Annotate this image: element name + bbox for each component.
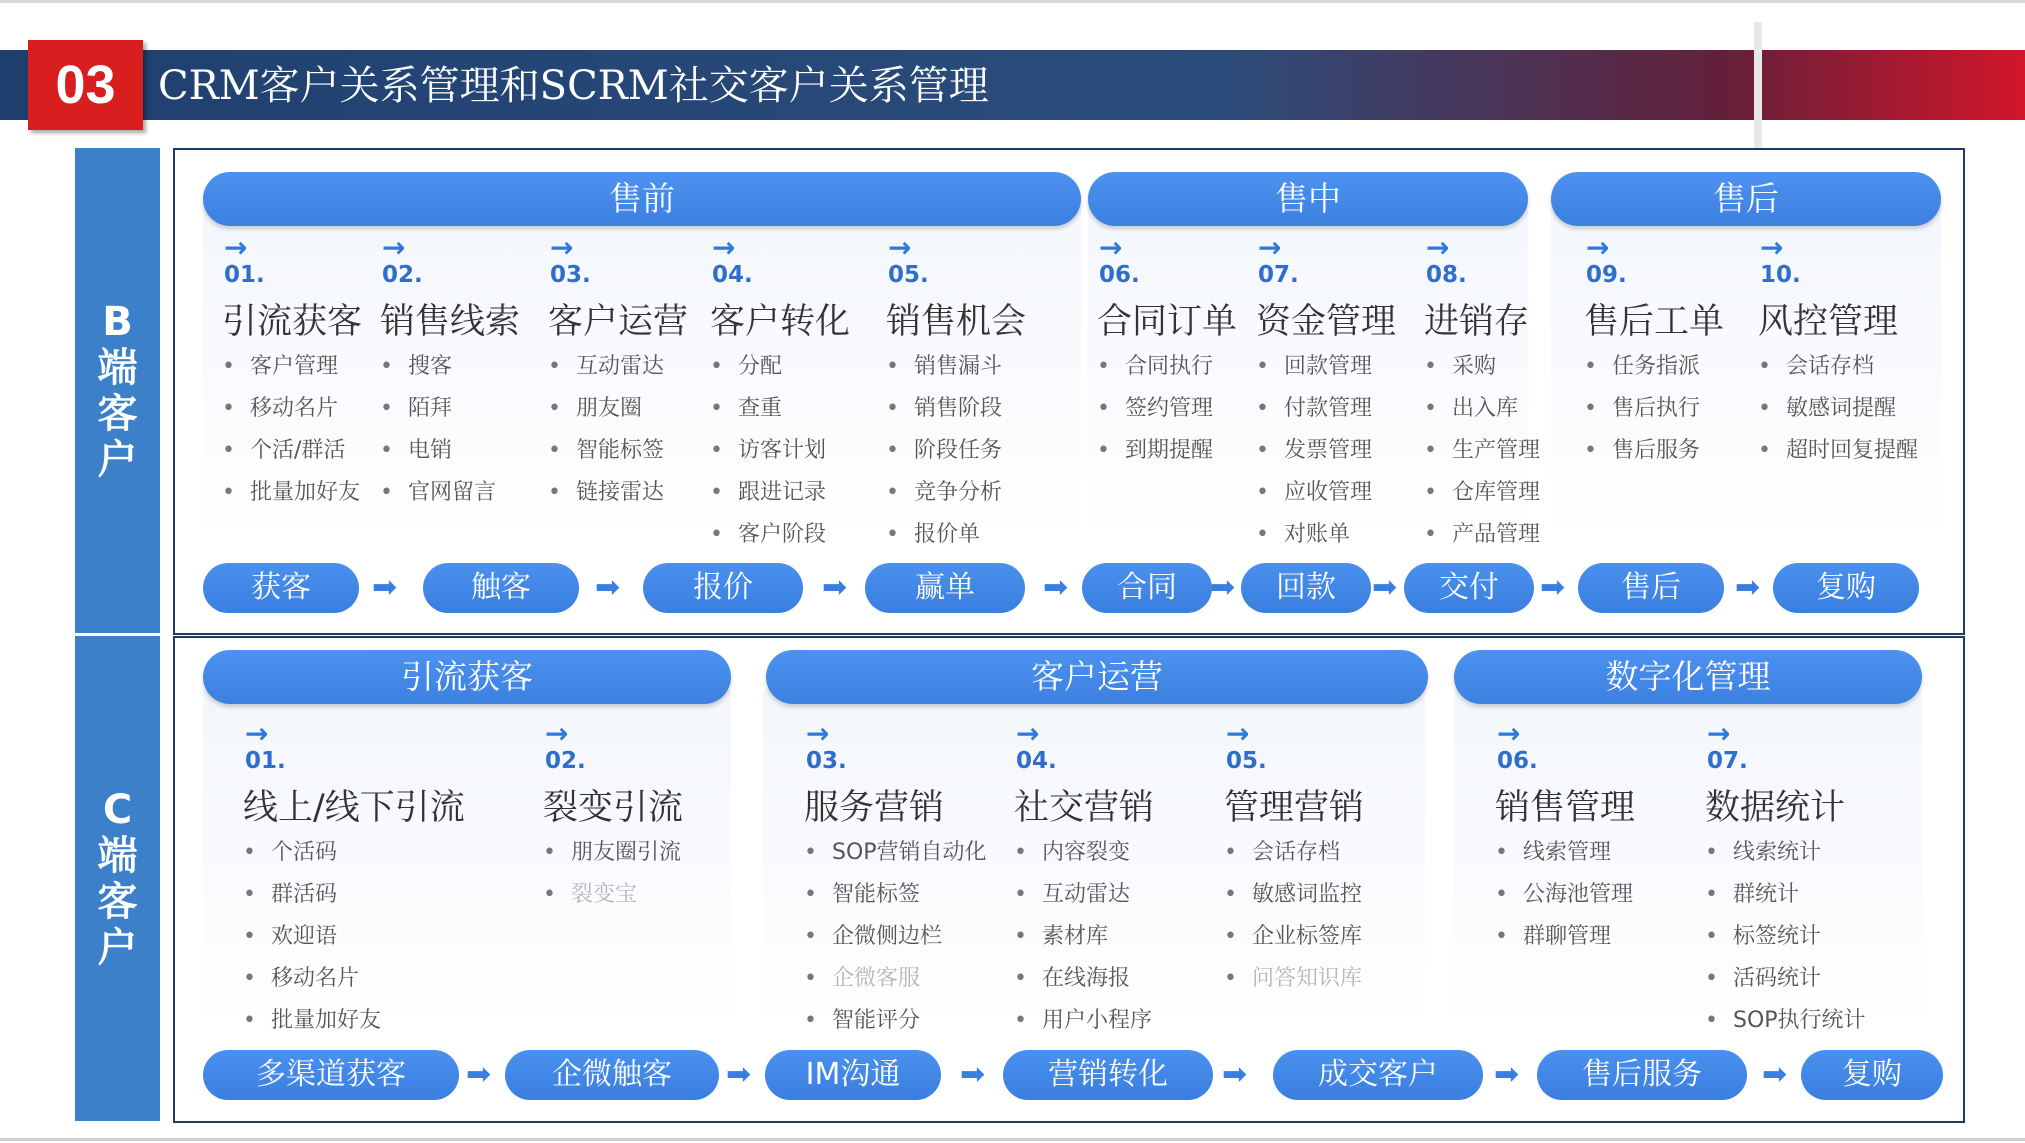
col-number: 09. (1586, 262, 1627, 288)
col-title: 进销存 (1424, 302, 1530, 342)
col-item-list (1495, 832, 1633, 958)
flow-arrow-icon: ➡ (822, 570, 848, 605)
col-item: • 内容裂变 (1014, 832, 1152, 874)
col-item: • 对账单 (1256, 514, 1372, 556)
arrow-right-icon: → (712, 231, 736, 264)
flow-arrow-icon: ➡ (1210, 570, 1236, 605)
c-flow-step: 成交客户 (1273, 1050, 1483, 1100)
col-item-list (1256, 346, 1372, 556)
col-title: 线上/线下引流 (243, 788, 465, 828)
phase-sale: 售中 (1088, 172, 1528, 226)
col-number: 08. (1426, 262, 1467, 288)
col-item: • 客户阶段 (710, 514, 826, 556)
col-item: • 链接雷达 (548, 472, 664, 514)
col-item-list (548, 346, 664, 514)
col-item: • 发票管理 (1256, 430, 1372, 472)
col-item: • 群统计 (1705, 874, 1866, 916)
c-flow-step: 售后服务 (1537, 1050, 1747, 1100)
col-item-list (804, 832, 987, 1042)
arrow-right-icon: → (382, 231, 406, 264)
col-item-list (222, 346, 360, 514)
col-item-list (710, 346, 826, 556)
col-number: 05. (1226, 748, 1267, 774)
col-item-list (1705, 832, 1866, 1042)
col-item: • 群聊管理 (1495, 916, 1633, 958)
col-title: 引流获客 (222, 302, 363, 342)
col-item: • 企微客服 (804, 958, 987, 1000)
c-flow-step: 营销转化 (1003, 1050, 1213, 1100)
arrow-right-icon: → (1586, 231, 1610, 264)
b-flow-step: 报价 (643, 563, 803, 613)
col-item: • 陌拜 (380, 388, 496, 430)
col-item: • 线索统计 (1705, 832, 1866, 874)
col-number: 03. (550, 262, 591, 288)
col-item: • 朋友圈引流 (543, 832, 681, 874)
arrow-right-icon: → (550, 231, 574, 264)
col-title: 数据统计 (1705, 788, 1846, 828)
col-item: • 售后执行 (1584, 388, 1700, 430)
b-flow-step: 合同 (1082, 563, 1212, 613)
phase-acquire: 引流获客 (203, 650, 731, 704)
arrow-right-icon: → (1760, 231, 1784, 264)
col-item: • 用户小程序 (1014, 1000, 1152, 1042)
c-side-char: 户 (97, 924, 138, 971)
col-title: 服务营销 (804, 788, 945, 828)
col-item: • 移动名片 (243, 958, 381, 1000)
col-item: • 敏感词提醒 (1758, 388, 1918, 430)
arrow-right-icon: → (1226, 717, 1250, 750)
col-item: • 裂变宝 (543, 874, 681, 916)
col-item: • 互动雷达 (1014, 874, 1152, 916)
b-flow-step: 赢单 (865, 563, 1025, 613)
c-side-label (75, 636, 160, 1121)
b-flow-step: 回款 (1241, 563, 1371, 613)
col-number: 01. (245, 748, 286, 774)
flow-arrow-icon: ➡ (1762, 1057, 1788, 1092)
col-item: • 批量加好友 (243, 1000, 381, 1042)
col-item: • 竞争分析 (886, 472, 1002, 514)
col-item: • SOP执行统计 (1705, 1000, 1866, 1042)
col-item: • 产品管理 (1424, 514, 1540, 556)
col-item: • 采购 (1424, 346, 1540, 388)
col-title: 售后工单 (1584, 302, 1725, 342)
col-item: • 敏感词监控 (1224, 874, 1362, 916)
flow-arrow-icon: ➡ (466, 1057, 492, 1092)
col-item-list (886, 346, 1002, 556)
col-item: • 售后服务 (1584, 430, 1700, 472)
col-title: 客户运营 (548, 302, 689, 342)
col-title: 社交营销 (1014, 788, 1155, 828)
col-item-list (543, 832, 681, 916)
c-flow-step: IM沟通 (765, 1050, 941, 1100)
col-title: 销售机会 (886, 302, 1027, 342)
flow-arrow-icon: ➡ (1372, 570, 1398, 605)
col-number: 02. (545, 748, 586, 774)
col-item: • 阶段任务 (886, 430, 1002, 472)
flow-arrow-icon: ➡ (1540, 570, 1566, 605)
col-item: • 访客计划 (710, 430, 826, 472)
col-item: • 查重 (710, 388, 826, 430)
col-item: • 客户管理 (222, 346, 360, 388)
col-item: • 个活/群活 (222, 430, 360, 472)
flow-arrow-icon: ➡ (1222, 1057, 1248, 1092)
col-item: • 销售漏斗 (886, 346, 1002, 388)
col-item: • 在线海报 (1014, 958, 1152, 1000)
col-title: 客户转化 (710, 302, 851, 342)
arrow-right-icon: → (1426, 231, 1450, 264)
b-side-char: 端 (97, 344, 138, 391)
col-item: • 朋友圈 (548, 388, 664, 430)
col-number: 02. (382, 262, 423, 288)
col-item: • 分配 (710, 346, 826, 388)
col-item: • 合同执行 (1097, 346, 1213, 388)
col-item: • 到期提醒 (1097, 430, 1213, 472)
c-side-char: 端 (97, 832, 138, 879)
col-item: • 批量加好友 (222, 472, 360, 514)
col-item: • 付款管理 (1256, 388, 1372, 430)
col-item: • 报价单 (886, 514, 1002, 556)
c-side-char: 客 (97, 878, 138, 925)
col-item-list (1014, 832, 1152, 1042)
col-title: 裂变引流 (543, 788, 684, 828)
b-flow-step: 售后 (1578, 563, 1724, 613)
section-number-badge: 03 (28, 40, 143, 130)
col-item: • 活码统计 (1705, 958, 1866, 1000)
arrow-right-icon: → (1497, 717, 1521, 750)
c-side-char: C (102, 786, 133, 833)
arrow-right-icon: → (1707, 717, 1731, 750)
top-rule (0, 0, 2025, 3)
col-number: 01. (224, 262, 265, 288)
col-item: • 问答知识库 (1224, 958, 1362, 1000)
col-item: • 签约管理 (1097, 388, 1213, 430)
col-item: • 素材库 (1014, 916, 1152, 958)
col-number: 04. (712, 262, 753, 288)
flow-arrow-icon: ➡ (595, 570, 621, 605)
col-title: 风控管理 (1758, 302, 1899, 342)
arrow-right-icon: → (1258, 231, 1282, 264)
col-item: • 互动雷达 (548, 346, 664, 388)
col-item: • 智能评分 (804, 1000, 987, 1042)
col-title: 合同订单 (1097, 302, 1238, 342)
col-item: • 智能标签 (548, 430, 664, 472)
arrow-right-icon: → (245, 717, 269, 750)
col-item: • 欢迎语 (243, 916, 381, 958)
col-item: • 电销 (380, 430, 496, 472)
col-item-list (1758, 346, 1918, 472)
arrow-right-icon: → (806, 717, 830, 750)
col-title: 资金管理 (1256, 302, 1397, 342)
bottom-rule (0, 1138, 2025, 1141)
flow-arrow-icon: ➡ (1043, 570, 1069, 605)
col-item: • 个活码 (243, 832, 381, 874)
col-item: • 企业标签库 (1224, 916, 1362, 958)
col-item: • 标签统计 (1705, 916, 1866, 958)
divider-bar (1754, 22, 1762, 150)
page-title: CRM客户关系管理和SCRM社交客户关系管理 (158, 63, 989, 109)
flow-arrow-icon: ➡ (960, 1057, 986, 1092)
b-flow-step: 获客 (203, 563, 359, 613)
col-number: 03. (806, 748, 847, 774)
col-title: 销售线索 (380, 302, 521, 342)
arrow-right-icon: → (1099, 231, 1123, 264)
col-item: • 公海池管理 (1495, 874, 1633, 916)
col-number: 07. (1258, 262, 1299, 288)
b-side-char: B (102, 298, 133, 345)
b-side-char: 客 (97, 390, 138, 437)
col-number: 05. (888, 262, 929, 288)
col-item: • 移动名片 (222, 388, 360, 430)
col-item: • SOP营销自动化 (804, 832, 987, 874)
c-flow-step: 多渠道获客 (203, 1050, 459, 1100)
c-flow-step: 企微触客 (505, 1050, 719, 1100)
col-number: 06. (1099, 262, 1140, 288)
phase-presale: 售前 (203, 172, 1081, 226)
b-flow-step: 交付 (1404, 563, 1534, 613)
col-item: • 任务指派 (1584, 346, 1700, 388)
c-flow-step: 复购 (1801, 1050, 1943, 1100)
col-item: • 回款管理 (1256, 346, 1372, 388)
col-number: 07. (1707, 748, 1748, 774)
col-item: • 群活码 (243, 874, 381, 916)
col-item: • 官网留言 (380, 472, 496, 514)
col-item-list (1584, 346, 1700, 472)
arrow-right-icon: → (1016, 717, 1040, 750)
col-item: • 搜客 (380, 346, 496, 388)
flow-arrow-icon: ➡ (372, 570, 398, 605)
flow-arrow-icon: ➡ (1735, 570, 1761, 605)
col-item-list (1224, 832, 1362, 1000)
arrow-right-icon: → (545, 717, 569, 750)
col-title: 销售管理 (1495, 788, 1636, 828)
col-item-list (380, 346, 496, 514)
b-side-char: 户 (97, 436, 138, 483)
phase-digital: 数字化管理 (1454, 650, 1922, 704)
col-item-list (1424, 346, 1540, 556)
phase-aftersale: 售后 (1551, 172, 1941, 226)
b-side-label (75, 148, 160, 633)
arrow-right-icon: → (224, 231, 248, 264)
col-item: • 企微侧边栏 (804, 916, 987, 958)
col-item: • 出入库 (1424, 388, 1540, 430)
col-item: • 生产管理 (1424, 430, 1540, 472)
flow-arrow-icon: ➡ (1494, 1057, 1520, 1092)
col-number: 10. (1760, 262, 1801, 288)
b-flow-step: 触客 (423, 563, 579, 613)
col-title: 管理营销 (1224, 788, 1365, 828)
col-item: • 会话存档 (1758, 346, 1918, 388)
col-item-list (1097, 346, 1213, 472)
b-flow-step: 复购 (1773, 563, 1919, 613)
col-item: • 销售阶段 (886, 388, 1002, 430)
col-number: 06. (1497, 748, 1538, 774)
col-number: 04. (1016, 748, 1057, 774)
col-item: • 智能标签 (804, 874, 987, 916)
phase-operate: 客户运营 (766, 650, 1428, 704)
flow-arrow-icon: ➡ (726, 1057, 752, 1092)
col-item: • 跟进记录 (710, 472, 826, 514)
arrow-right-icon: → (888, 231, 912, 264)
col-item-list (243, 832, 381, 1042)
col-item: • 应收管理 (1256, 472, 1372, 514)
col-item: • 会话存档 (1224, 832, 1362, 874)
col-item: • 超时回复提醒 (1758, 430, 1918, 472)
col-item: • 线索管理 (1495, 832, 1633, 874)
col-item: • 仓库管理 (1424, 472, 1540, 514)
